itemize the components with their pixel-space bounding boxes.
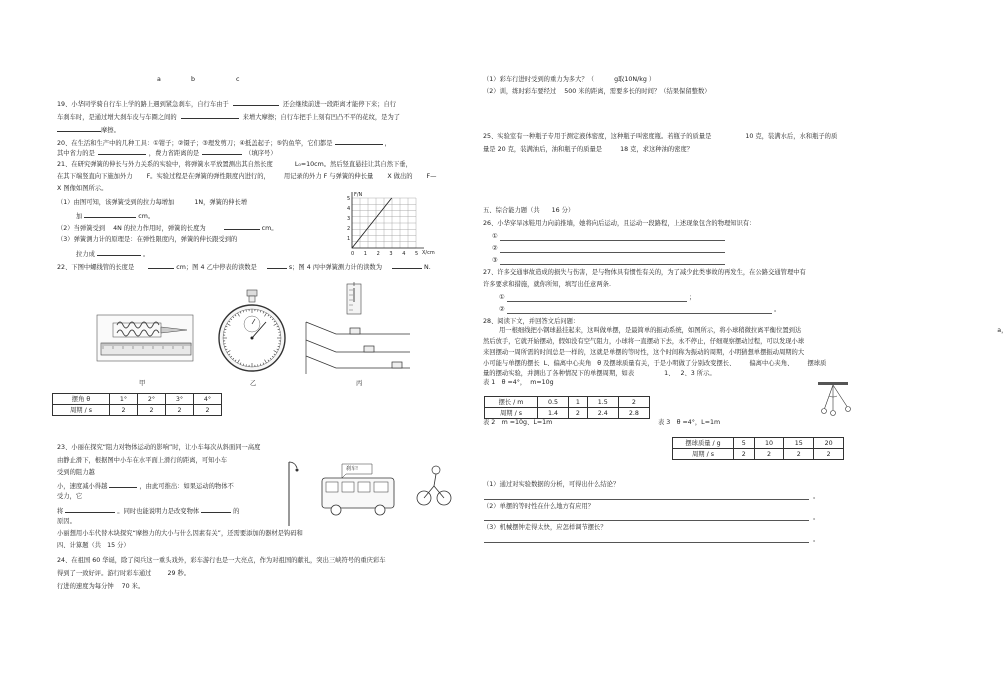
graph-x-tick: 1 — [363, 251, 367, 257]
table-cell: 1.4 — [538, 408, 569, 419]
table-cell: 1.5 — [587, 397, 618, 408]
q23-line4: 小，速度减小得越 ，由此可推出：如果运动的物体不 — [57, 483, 234, 490]
q28-dot-3: 。 — [813, 536, 820, 543]
q28-answer-line-1[interactable] — [484, 499, 809, 500]
q27-answer-line-1[interactable] — [507, 301, 687, 302]
q23-line7: 原因。 — [57, 518, 76, 525]
q21-line3: X 图像如图所示。 — [57, 185, 108, 192]
pendulum-length-table — [484, 396, 650, 419]
table-3-caption: 表 3 θ =4°，L=1m — [658, 419, 721, 426]
fig-label-bing: 丙 — [356, 380, 363, 387]
section-5-heading: 五、综合能力题（共 16 分） — [483, 207, 575, 214]
q28-question-2: （2）单摆的等时性在什么地方有应用？ — [483, 503, 595, 510]
q28-question-1: （1）通过对实验数据的分析，可得出什么结论？ — [483, 481, 620, 488]
solenoid-ruler-figure — [95, 303, 197, 373]
option-a: a — [157, 76, 161, 83]
table-cell: 2 — [734, 449, 755, 460]
q22-line: 22、下图中螺线管的长度是 cm；图 4 乙中停表的读数是 s；图 4 丙中弹簧测力计的读数为 N. — [57, 264, 431, 271]
fig-label-yi: 乙 — [250, 380, 257, 387]
q20-line1: 20、在生活和生产中的几种工具：①钳子；②镊子；③理发剪刀；④抵盖起子；⑤钓鱼竿，它们都是 ， — [57, 140, 391, 147]
q26-answer-line-1[interactable] — [500, 240, 725, 241]
table-header: 摆球质量 / g — [673, 438, 734, 449]
table-cell: 20 — [814, 438, 844, 449]
table-header: 摆角 θ — [53, 394, 110, 405]
table-cell: 2 — [110, 405, 138, 416]
bus-braking-figure — [320, 462, 400, 518]
option-c: c — [236, 76, 240, 83]
graph-x-tick: 5 — [415, 251, 419, 257]
table-cell: 15 — [784, 438, 814, 449]
table-cell: 1° — [110, 394, 138, 405]
table-cell: 2° — [138, 394, 166, 405]
table-cell: 2 — [618, 397, 649, 408]
graph-x-tick: 3 — [389, 251, 393, 257]
q25-line1: 25、实验室有一种瓶子专用于测定液体密度，这种瓶子叫密度瓶。若瓶子的质量是 10 克，装满水后，水和瓶子的质 — [483, 133, 838, 140]
q20-line2: 其中省力的是 ，费力省距离的是 （填序号） — [57, 150, 277, 157]
table-cell: 2 — [166, 405, 194, 416]
q26-answer-line-3[interactable] — [500, 264, 725, 265]
section-4-heading: 四、计算题（共 15 分） — [57, 542, 130, 549]
cyclist-figure — [414, 462, 454, 508]
table-header: 周期 / s — [485, 408, 538, 419]
q26-item-1: ① — [492, 233, 498, 240]
table-header: 周期 / s — [53, 405, 110, 416]
q21-sub3: （3）弹簧测力计的原理是：在弹性限度内，弹簧的伸长跟受到的 — [57, 236, 238, 243]
q28-dot-2: 。 — [813, 514, 820, 521]
q19-line1: 19、小华同学骑自行车上学的路上遇到紧急刹车，自行车由于 还会继续前进一段距离才能停下来；自行 — [57, 101, 397, 108]
q28-para-5: 量的摆动实验，并测出了各种情况下的单摆周期，如表 1、 2、3 所示。 — [483, 370, 716, 377]
graph-x-tick: 2 — [376, 251, 380, 257]
q19-line3: 摩擦。 — [57, 125, 120, 135]
q21-sub1: （1）由图可知，该弹簧受到的拉力每增加 1N，弹簧的伸长增 — [57, 199, 248, 206]
table-cell: 2 — [814, 449, 844, 460]
road-lamp-figure — [281, 458, 301, 528]
brake-speech-bubble: 刹车! — [346, 466, 359, 472]
graph-y-tick: 5 — [347, 196, 351, 202]
q21-sub2: （2）当弹簧受到 4N 的拉力作用时，弹簧的长度为 cm。 — [57, 225, 278, 232]
pendulum-figure — [816, 380, 866, 420]
q24-line2: 得到了一致好评。游行时彩车通过 29 秒。 — [57, 570, 191, 577]
q24-sub2: （2）训，练时彩车要经过 500 米的距离，需要多长的时间？（结果保留整数） — [483, 88, 711, 95]
graph-y-tick: 2 — [347, 226, 351, 232]
table-cell: 1 — [569, 397, 588, 408]
q23-line5: 受力，它 — [57, 493, 83, 500]
fig-label-jia: 甲 — [139, 380, 146, 387]
graph-y-tick: 1 — [347, 236, 351, 242]
spring-scale-figure — [340, 282, 368, 316]
q23-line1: 23、小丽在探究“阻力对物体运动的影响”时，让小车每次从斜面同一高度 — [57, 444, 261, 451]
q27-item-2: ② — [499, 306, 505, 313]
table-header: 摆长 / m — [485, 397, 538, 408]
q26-stem: 26、小华穿旱冰鞋用力向前推墙，她将向后运动，且运动一段路程，上述现象包含的物理知识有： — [483, 220, 756, 227]
q27-item-1: ① — [499, 294, 505, 301]
table-cell: 2 — [194, 405, 222, 416]
q24-sub1: （1）彩车行进时受到的重力为多大？（ g取10N/kg ） — [483, 76, 656, 83]
q27-item-2-end: 。 — [774, 306, 781, 313]
q27-answer-line-2[interactable] — [507, 313, 772, 314]
q27-line2: 许多要求和措施，就你所知，填写出任意两条. — [483, 281, 611, 288]
table-1-caption: 表 1 θ =4°， m=10g — [483, 379, 554, 386]
table-cell: 2 — [569, 408, 588, 419]
q24-line1: 24、在祖国 60 华诞，除了阅兵这一重头戏外，彩车游行也是一大亮点，作为对祖国的献礼，突出三峡符号的重庆彩车 — [57, 557, 386, 564]
table-cell: 0.5 — [538, 397, 569, 408]
table-cell: 2.8 — [618, 408, 649, 419]
table-cell: 3° — [166, 394, 194, 405]
table-header: 周期 / s — [673, 449, 734, 460]
table-cell: 5 — [734, 438, 755, 449]
table-cell: 2 — [138, 405, 166, 416]
q26-answer-line-2[interactable] — [500, 252, 725, 253]
q28-question-3: （3）机械摆钟走得太快，应怎样调节摆长？ — [483, 524, 607, 531]
q24-line3: 行进的速度为每分钟 70 米。 — [57, 583, 145, 590]
q19-line2: 车刹车时，是通过增大刹车皮与车圈之间的 来增大摩擦；自行车把手上刻有凹凸不平的花纹，是为了 — [57, 114, 401, 121]
q28-answer-line-3[interactable] — [484, 542, 809, 543]
table-cell: 2 — [784, 449, 814, 460]
graph-y-tick: 4 — [347, 206, 351, 212]
table-cell: 2 — [754, 449, 784, 460]
graph-x-tick: 0 — [351, 251, 355, 257]
q21-sub1b: 加 cm。 — [76, 213, 155, 220]
force-extension-graph — [338, 188, 438, 260]
graph-y-tick: 3 — [347, 216, 351, 222]
q26-item-3: ③ — [492, 257, 498, 264]
q23-line8: 小丽想用小车代替木块探究“摩擦力的大小与什么因素有关”，还需要添加的器材是钩码和 — [57, 530, 303, 537]
q28-para-1: 用一根细线把小钢球悬挂起来，这叫做单摆，是最简单的振动系统，如图所示，将小球稍微拉离平衡位置到达 a， — [499, 327, 1007, 334]
graph-x-tick: 4 — [402, 251, 406, 257]
q28-para-2: 然后放手，它就开始摆动，假如没有空气阻力，小球将一直摆动下去，永不停止，仔细观察摆动过程，可以发现小球 — [483, 338, 805, 345]
table-cell: 4° — [194, 394, 222, 405]
q28-answer-line-2[interactable] — [484, 520, 809, 521]
table-2-caption: 表 2 m =10g、L=1m — [483, 419, 553, 426]
table-cell: 2.4 — [587, 408, 618, 419]
q27-item-1-end: ； — [689, 294, 696, 301]
q23-line6: 将 。同时也能说明力是改变物体 的 — [57, 508, 240, 515]
graph-x-label: X/cm — [422, 250, 435, 256]
q27-line1: 27、许多交通事故造成的损失与伤害，是与物体具有惯性有关的，为了减少此类事故的再发生，在公路交通管理中有 — [483, 269, 806, 276]
pendulum-angle-table — [52, 393, 222, 416]
q28-title: 28、阅读下文，并回答文后问题： — [483, 318, 580, 325]
option-b: b — [191, 76, 195, 83]
q26-item-2: ② — [492, 245, 498, 252]
q25-line2: 量是 20 克，装满油后，油和瓶子的质量是 18 克，求这种油的密度？ — [483, 146, 694, 153]
table-cell: 10 — [754, 438, 784, 449]
q23-line3: 受到的阻力越 — [57, 469, 95, 476]
pendulum-mass-table — [672, 437, 844, 460]
q21-line1: 21、在研究弹簧的伸长与外力关系的实验中，将弹簧水平放置测出其自然长度 L₀=10cm。然后竖直悬挂让其自然下垂， — [57, 161, 412, 168]
q23-line2: 由静止滑下，根据图中小车在水平面上滑行的距离，可知小车 — [57, 457, 228, 464]
q21-line2: 在其下端竖直向下施加外力 F。实验过程是在弹簧的弹性限度内进行的， 用记录的外力 F 与弹簧的伸长量 X 做出的 F— — [57, 173, 437, 180]
graph-y-label: F/N — [354, 192, 363, 198]
inclined-plane-figure — [306, 318, 416, 376]
q28-para-3: 来回摆动一周所需的时间总是一样的，这就是单摆的等时性，这个时间称为振动的周期，小明猜想单摆振动周期的大 — [483, 349, 805, 356]
q21-sub3b: 拉力成 。 — [76, 251, 150, 258]
stopwatch-figure — [216, 290, 288, 374]
q28-dot-1: 。 — [813, 493, 820, 500]
q28-para-4: 小可能与单摆的摆长 L、偏离中心夹角 θ 及摆球质量有关，于是小明做了分别改变摆长、 偏离中心夹角、 摆球质 — [483, 360, 827, 367]
